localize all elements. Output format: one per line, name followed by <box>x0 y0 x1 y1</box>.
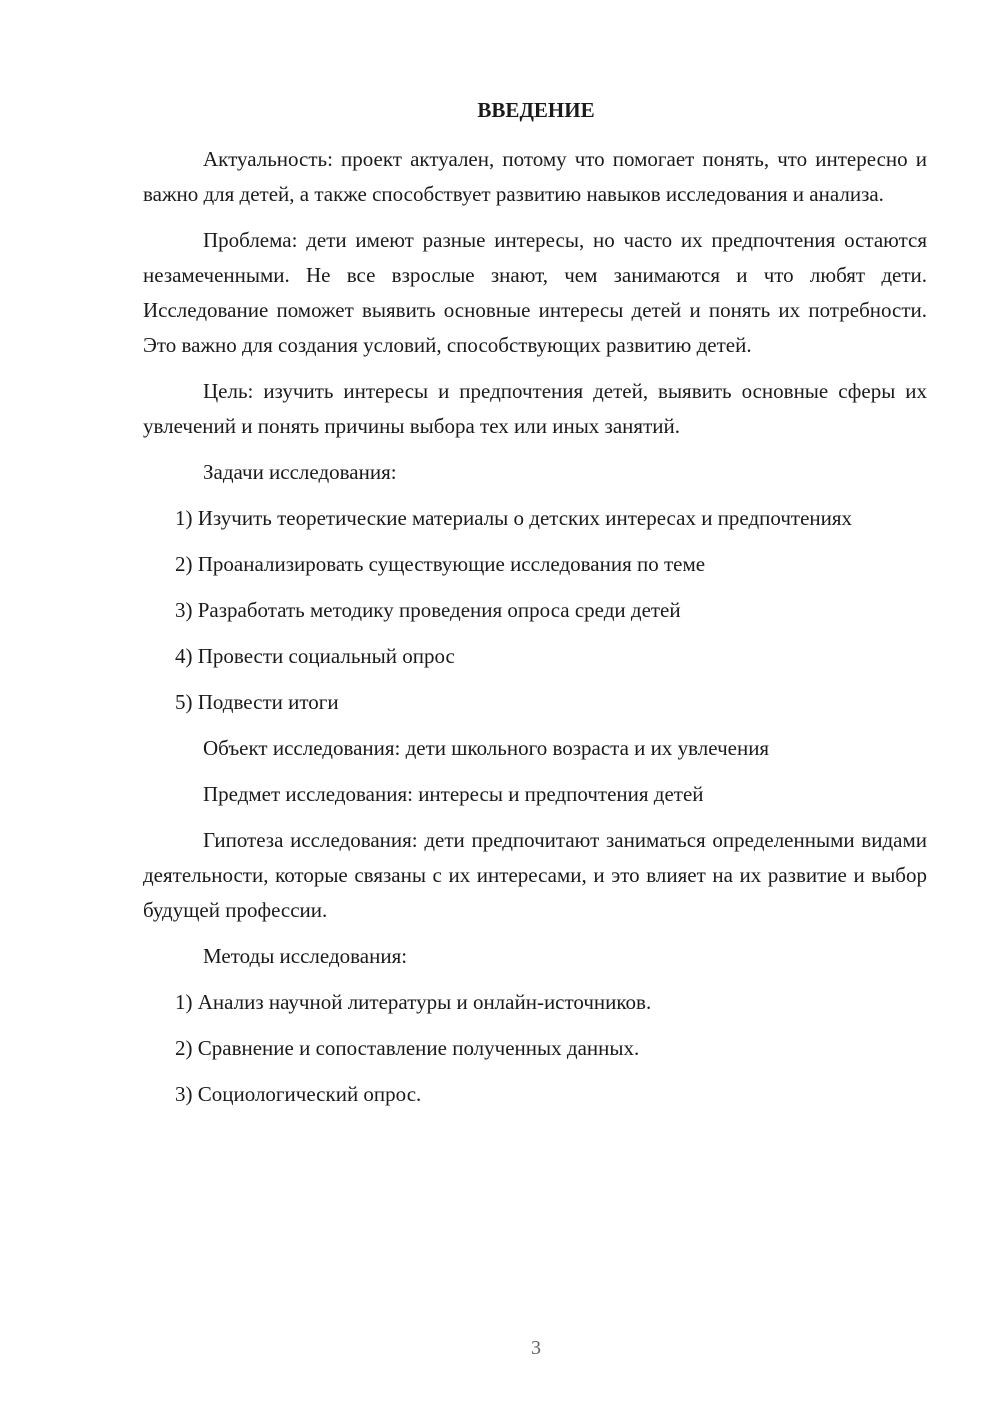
problem-paragraph: Проблема: дети имеют разные интересы, но часто их предпочтения остаются незамеченными. Не все взрослые знают, чем занимаются и что любят дети. Исследование поможет выявить основные интересы детей и понять их потребности. Это важно для создания условий, способствующих развитию детей. <box>143 228 927 357</box>
task-item: 2) Проанализировать существующие исследования по теме <box>175 552 706 576</box>
task-item: 3) Разработать методику проведения опроса среди детей <box>175 598 681 622</box>
task-item: 4) Провести социальный опрос <box>175 644 455 668</box>
method-item: 2) Сравнение и сопоставление полученных данных. <box>175 1036 640 1060</box>
method-item: 1) Анализ научной литературы и онлайн-источников. <box>175 990 652 1014</box>
relevance-paragraph: Актуальность: проект актуален, потому что помогает понять, что интересно и важно для детей, а также способствует развитию навыков исследования и анализа. <box>143 147 927 206</box>
page-number: 3 <box>531 1337 541 1359</box>
task-item: 5) Подвести итоги <box>175 690 339 714</box>
tasks-heading: Задачи исследования: <box>203 460 397 484</box>
page-title: ВВЕДЕНИЕ <box>477 98 595 122</box>
object-paragraph: Объект исследования: дети школьного возраста и их увлечения <box>203 736 770 760</box>
methods-heading: Методы исследования: <box>203 944 408 968</box>
document-body <box>143 142 927 1123</box>
subject-paragraph: Предмет исследования: интересы и предпочтения детей <box>203 782 704 806</box>
goal-paragraph: Цель: изучить интересы и предпочтения детей, выявить основные сферы их увлечений и понять причины выбора тех или иных занятий. <box>143 379 927 438</box>
method-item: 3) Социологический опрос. <box>175 1082 422 1106</box>
task-item: 1) Изучить теоретические материалы о детских интересах и предпочтениях <box>175 506 853 530</box>
hypothesis-paragraph: Гипотеза исследования: дети предпочитают заниматься определенными видами деятельности, которые связаны с их интересами, и это влияет на их развитие и выбор будущей профессии. <box>143 828 927 922</box>
